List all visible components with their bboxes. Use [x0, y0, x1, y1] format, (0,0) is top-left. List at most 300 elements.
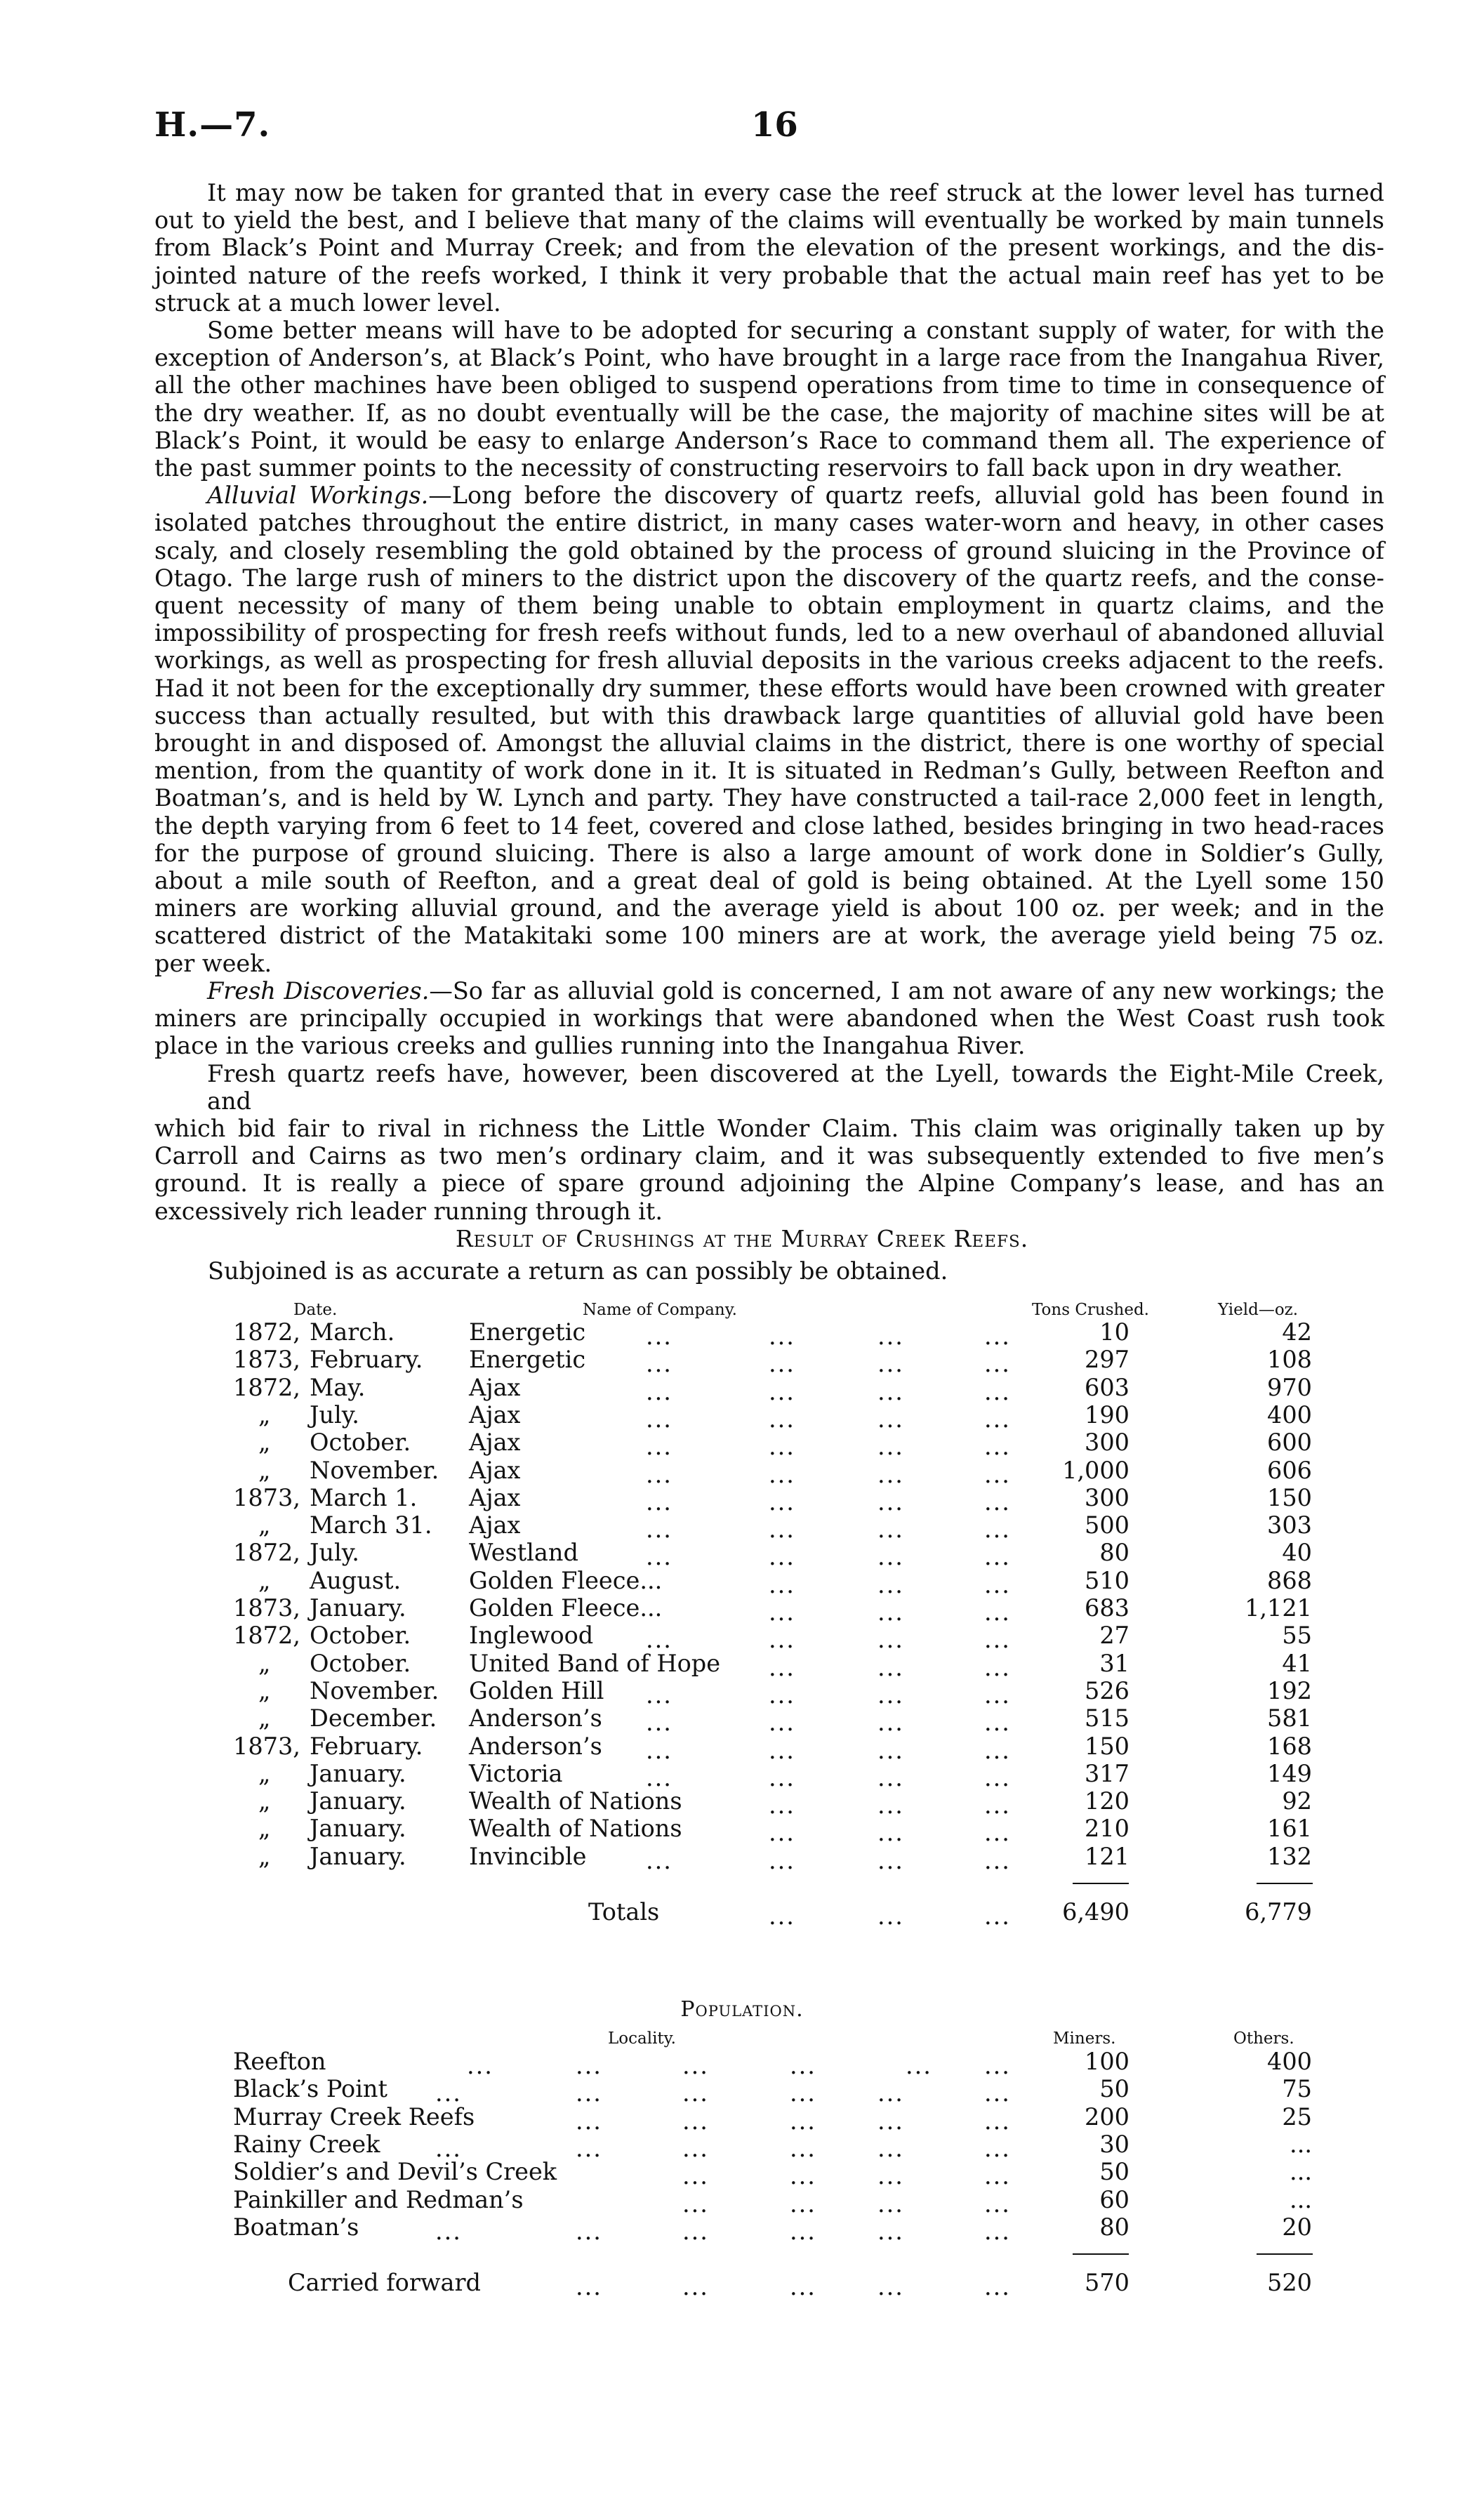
tons-crushed: 300: [1085, 1483, 1129, 1511]
population-table-title: Population.: [680, 1997, 804, 2022]
locality-name: Painkiller and Redman’s: [233, 2185, 524, 2213]
leader-dots: ...: [790, 2134, 816, 2162]
totals-yield: 6,779: [1245, 1898, 1312, 1926]
date-year: „: [258, 1566, 271, 1594]
leader-dots: ...: [769, 1681, 795, 1709]
date-year: 1872,: [233, 1373, 300, 1401]
leader-dots: ...: [877, 1460, 904, 1488]
leader-dots: ...: [877, 1405, 904, 1433]
company-name: Energetic: [469, 1318, 586, 1346]
leader-dots: ...: [682, 2273, 709, 2301]
company-name: Invincible: [469, 1842, 587, 1870]
table-row: [0, 2213, 1484, 2245]
date-month: December.: [310, 1704, 437, 1733]
text-run: from Black’s Point and Murray Creek; and from the elevation of the present workings, and the dis-: [154, 234, 1384, 262]
leader-dots: ...: [769, 1626, 795, 1654]
text-run: exception of Anderson’s, at Black’s Point, who have brought in a large race from the Inangahua River,: [154, 344, 1384, 372]
crushings-table-title: Result of Crushings at the Murray Creek Reefs.: [455, 1225, 1029, 1252]
leader-dots: ...: [790, 2273, 816, 2301]
date-month: January.: [310, 1815, 406, 1843]
leader-dots: ...: [435, 2217, 462, 2245]
table-row: [0, 1511, 1484, 1544]
leader-dots: ...: [984, 1819, 1011, 1847]
text-run: It may now be taken for granted that in every case the reef struck at the lower level has turned: [207, 179, 1384, 206]
text-run: miners are principally occupied in workings that were abandoned when the West Coast rush took: [154, 1005, 1384, 1033]
date-month: January.: [310, 1787, 406, 1815]
text-run: miners are working alluvial ground, and the average yield is about 100 oz. per week; and in the: [154, 894, 1384, 922]
text-line: [154, 840, 1384, 867]
table-row: [0, 1649, 1484, 1681]
tons-crushed: 80: [1099, 1539, 1129, 1567]
text-run: the depth varying from 6 feet to 14 feet, covered and close lathed, besides bringing in two head-races: [154, 812, 1384, 840]
leader-dots: ...: [682, 2107, 709, 2135]
text-line: [154, 1115, 1384, 1142]
paragraph: [154, 1060, 1384, 1225]
text-line: [154, 894, 1384, 922]
date-year: 1872,: [233, 1622, 300, 1650]
leader-dots: ...: [877, 1570, 904, 1598]
text-line: [154, 371, 1384, 399]
text-line: [154, 482, 1384, 509]
leader-dots: ...: [769, 1570, 795, 1598]
leader-dots: ...: [877, 1681, 904, 1709]
others-count: 20: [1282, 2213, 1312, 2241]
text-run: the past summer points to the necessity of constructing reservoirs to fall back upon in dry weather.: [154, 454, 1343, 482]
company-name: Ajax: [469, 1400, 521, 1429]
text-line: [154, 950, 1384, 977]
tons-crushed: 317: [1085, 1759, 1129, 1787]
text-run: per week.: [154, 949, 272, 977]
leader-dots: ...: [906, 2052, 932, 2079]
leader-dots: ...: [984, 1709, 1011, 1737]
text-line: [154, 922, 1384, 949]
leader-dots: ...: [769, 1763, 795, 1791]
text-run: impossibility of prospecting for fresh reefs without funds, led to a new overhaul of abandoned alluvial: [154, 619, 1384, 647]
page-number: 16: [751, 105, 798, 145]
leader-dots: ...: [877, 1902, 904, 1930]
leader-dots: ...: [646, 1846, 673, 1874]
leader-dots: ...: [769, 1653, 795, 1681]
others-count: 25: [1282, 2102, 1312, 2131]
company-name: Ajax: [469, 1483, 521, 1511]
sum-rule: [1073, 1883, 1129, 1884]
leader-dots: ...: [682, 2134, 709, 2162]
leader-dots: ...: [769, 1709, 795, 1737]
leader-dots: ...: [877, 1653, 904, 1681]
yield-oz: 132: [1267, 1842, 1312, 1870]
leader-dots: ...: [877, 1516, 904, 1544]
table-row: [0, 1622, 1484, 1654]
column-header-miners: Miners.: [1053, 2029, 1116, 2048]
date-month: March 31.: [310, 1511, 432, 1539]
leader-dots: ...: [984, 2107, 1011, 2135]
date-year: „: [258, 1649, 271, 1677]
table-row: [0, 2102, 1484, 2135]
yield-oz: 581: [1267, 1704, 1312, 1733]
leader-dots: ...: [646, 1516, 673, 1544]
date-month: July.: [310, 1539, 359, 1567]
column-header-company: Name of Company.: [583, 1301, 737, 1319]
text-run: out to yield the best, and I believe that many of the claims will eventually be worked by main tunnels: [154, 206, 1384, 234]
leader-dots: ...: [984, 2134, 1011, 2162]
leader-dots: ...: [877, 2273, 904, 2301]
tons-crushed: 603: [1085, 1373, 1129, 1401]
leader-dots: ...: [682, 2190, 709, 2218]
text-run: Boatman’s, and is held by W. Lynch and party. They have constructed a tail-race 2,000 feet in length,: [154, 784, 1384, 812]
company-name: Anderson’s: [469, 1704, 602, 1733]
leader-dots: ...: [984, 2273, 1011, 2301]
miners-count: 30: [1099, 2130, 1129, 2158]
text-run: struck at a much lower level.: [154, 289, 501, 317]
tons-crushed: 1,000: [1062, 1456, 1129, 1484]
leader-dots: ...: [646, 1350, 673, 1378]
leader-dots: ...: [576, 2134, 602, 2162]
text-run: brought in and disposed of. Amongst the alluvial claims in the district, there is one worthy of special: [154, 729, 1384, 757]
company-name: Westland: [469, 1539, 578, 1567]
yield-oz: 606: [1267, 1456, 1312, 1484]
leader-dots: ...: [769, 1460, 795, 1488]
yield-oz: 92: [1282, 1787, 1312, 1815]
leader-dots: ...: [877, 1598, 904, 1626]
text-run: Had it not been for the exceptionally dry summer, these efforts would have been crowned with greater: [154, 674, 1384, 702]
leader-dots: ...: [877, 1626, 904, 1654]
totals-label: Totals: [588, 1898, 660, 1926]
leader-dots: ...: [984, 1653, 1011, 1681]
text-run: Black’s Point, it would be easy to enlarge Anderson’s Race to command them all. The experience of: [154, 426, 1384, 454]
leader-dots: ...: [769, 1819, 795, 1847]
yield-oz: 41: [1282, 1649, 1312, 1677]
leader-dots: ...: [877, 1350, 904, 1378]
date-month: February.: [310, 1346, 423, 1374]
leader-dots: ...: [984, 1488, 1011, 1516]
leader-dots: ...: [984, 1543, 1011, 1571]
document-reference: H.—7.: [154, 105, 271, 145]
tons-crushed: 683: [1085, 1594, 1129, 1622]
leader-dots: ...: [646, 1709, 673, 1737]
table-row: [0, 1787, 1484, 1820]
paragraph: [154, 482, 1384, 977]
table-row: [0, 1429, 1484, 1461]
leader-dots: ...: [576, 2107, 602, 2135]
text-run: all the other machines have been obliged to suspend operations from time to time in consequence of: [154, 371, 1384, 399]
date-month: October.: [310, 1649, 411, 1677]
text-line: [154, 592, 1384, 619]
text-line: [154, 427, 1384, 454]
company-name: Ajax: [469, 1456, 521, 1484]
text-line: [154, 1170, 1384, 1197]
text-line: [154, 234, 1384, 261]
text-line: [154, 179, 1384, 206]
leader-dots: ...: [877, 2217, 904, 2245]
company-name: Golden Fleece...: [469, 1594, 663, 1622]
miners-count: 50: [1099, 2158, 1129, 2186]
date-year: „: [258, 1842, 271, 1870]
leader-dots: ...: [790, 2190, 816, 2218]
leader-dots: ...: [877, 2079, 904, 2107]
company-name: Ajax: [469, 1373, 521, 1401]
locality-name: Black’s Point: [233, 2075, 387, 2103]
leader-dots: ...: [984, 1598, 1011, 1626]
text-line: [154, 317, 1384, 344]
date-month: March 1.: [310, 1483, 418, 1511]
date-year: „: [258, 1704, 271, 1733]
leader-dots: ...: [984, 2162, 1011, 2190]
tons-crushed: 510: [1085, 1566, 1129, 1594]
leader-dots: ...: [984, 2217, 1011, 2245]
yield-oz: 108: [1267, 1346, 1312, 1374]
text-line: [154, 977, 1384, 1005]
leader-dots: ...: [877, 1377, 904, 1405]
leader-dots: ...: [646, 1488, 673, 1516]
column-header-locality: Locality.: [608, 2029, 676, 2048]
company-name: Anderson’s: [469, 1732, 602, 1760]
section-heading: Fresh Discoveries.: [207, 976, 430, 1005]
totals-tons: 6,490: [1062, 1898, 1129, 1926]
leader-dots: ...: [984, 1433, 1011, 1461]
leader-dots: ...: [877, 1488, 904, 1516]
leader-dots: ...: [877, 2162, 904, 2190]
leader-dots: ...: [790, 2217, 816, 2245]
leader-dots: ...: [790, 2052, 816, 2079]
leader-dots: ...: [877, 1709, 904, 1737]
leader-dots: ...: [682, 2217, 709, 2245]
leader-dots: ...: [984, 1460, 1011, 1488]
company-name: Wealth of Nations: [469, 1815, 682, 1843]
sum-rule: [1073, 2253, 1129, 2255]
leader-dots: ...: [877, 2107, 904, 2135]
table-row: [0, 1483, 1484, 1516]
date-month: November.: [310, 1456, 439, 1484]
table-row: [0, 2048, 1484, 2079]
date-year: 1872,: [233, 1539, 300, 1567]
leader-dots: ...: [877, 1736, 904, 1764]
leader-dots: ...: [769, 1846, 795, 1874]
leader-dots: ...: [877, 1323, 904, 1350]
leader-dots: ...: [984, 1902, 1011, 1930]
text-run: excessively rich leader running through it.: [154, 1197, 663, 1225]
yield-oz: 161: [1267, 1815, 1312, 1843]
leader-dots: ...: [984, 2190, 1011, 2218]
leader-dots: ...: [984, 1350, 1011, 1378]
text-run: quent necessity of many of them being unable to obtain employment in quartz claims, and the: [154, 592, 1384, 620]
date-year: 1872,: [233, 1318, 300, 1346]
leader-dots: ...: [646, 1377, 673, 1405]
tons-crushed: 190: [1085, 1400, 1129, 1429]
yield-oz: 168: [1267, 1732, 1312, 1760]
table-row: [0, 1815, 1484, 1847]
locality-name: Soldier’s and Devil’s Creek: [233, 2158, 557, 2186]
text-line: [154, 812, 1384, 840]
leader-dots: ...: [877, 1791, 904, 1820]
yield-oz: 42: [1282, 1318, 1312, 1346]
text-line: [154, 867, 1384, 894]
yield-oz: 868: [1267, 1566, 1312, 1594]
table-row: [0, 2075, 1484, 2107]
leader-dots: ...: [790, 2107, 816, 2135]
others-count: ...: [1290, 2130, 1312, 2158]
leader-dots: ...: [769, 1405, 795, 1433]
miners-count: 100: [1085, 2048, 1129, 2075]
leader-dots: ...: [646, 1763, 673, 1791]
yield-oz: 55: [1282, 1622, 1312, 1650]
leader-dots: ...: [984, 1323, 1011, 1350]
text-line: [154, 1005, 1384, 1032]
leader-dots: ...: [576, 2217, 602, 2245]
text-line: [154, 647, 1384, 674]
date-year: „: [258, 1456, 271, 1484]
leader-dots: ...: [769, 1323, 795, 1350]
table-row: [0, 1346, 1484, 1378]
table-row: [0, 1566, 1484, 1598]
table-row: [0, 1704, 1484, 1737]
table-row: [0, 1318, 1484, 1350]
yield-oz: 303: [1267, 1511, 1312, 1539]
yield-oz: 149: [1267, 1759, 1312, 1787]
date-month: January.: [310, 1759, 406, 1787]
locality-name: Murray Creek Reefs: [233, 2102, 475, 2131]
company-name: Wealth of Nations: [469, 1787, 682, 1815]
date-year: „: [258, 1787, 271, 1815]
text-run: Some better means will have to be adopted for securing a constant supply of water, for with the: [207, 317, 1384, 345]
tons-crushed: 27: [1099, 1622, 1129, 1650]
text-run: —So far as alluvial gold is concerned, I am not aware of any new workings; the: [429, 976, 1384, 1005]
text-run: jointed nature of the reefs worked, I think it very probable that the actual main reef has yet to be: [154, 261, 1384, 289]
locality-name: Rainy Creek: [233, 2130, 380, 2158]
text-run: scattered district of the Matakitaki some 100 miners are at work, the average yield being 75 oz.: [154, 922, 1384, 950]
date-month: October.: [310, 1622, 411, 1650]
yield-oz: 600: [1267, 1429, 1312, 1457]
leader-dots: ...: [790, 2079, 816, 2107]
leader-dots: ...: [769, 1516, 795, 1544]
leader-dots: ...: [877, 1543, 904, 1571]
text-line: [154, 399, 1384, 427]
text-run: success than actually resulted, but with this drawback large quantities of alluvial gold have been: [154, 701, 1384, 729]
leader-dots: ...: [984, 1405, 1011, 1433]
column-header-yield: Yield—oz.: [1218, 1301, 1299, 1319]
text-run: Carroll and Cairns as two men’s ordinary claim, and it was subsequently extended to five men’s: [154, 1142, 1384, 1170]
paragraph: [154, 179, 1384, 317]
leader-dots: ...: [646, 1405, 673, 1433]
leader-dots: ...: [877, 1819, 904, 1847]
tons-crushed: 515: [1085, 1704, 1129, 1733]
tons-crushed: 297: [1085, 1346, 1129, 1374]
column-header-tons: Tons Crushed.: [1032, 1301, 1149, 1319]
text-run: isolated patches throughout the entire district, in many cases water-worn and heavy, in other cases: [154, 509, 1384, 537]
date-year: 1873,: [233, 1732, 300, 1760]
text-run: workings, as well as prospecting for fresh alluvial deposits in the various creeks adjacent to the reefs.: [154, 647, 1384, 675]
others-count: ...: [1290, 2158, 1312, 2186]
column-header-date: Date.: [293, 1301, 338, 1319]
section-heading: Alluvial Workings.: [207, 482, 429, 510]
date-year: „: [258, 1815, 271, 1843]
date-year: „: [258, 1400, 271, 1429]
date-month: May.: [310, 1373, 366, 1401]
company-name: Inglewood: [469, 1622, 594, 1650]
miners-count: 50: [1099, 2075, 1129, 2103]
tons-crushed: 120: [1085, 1787, 1129, 1815]
leader-dots: ...: [984, 1570, 1011, 1598]
table-row: [0, 1456, 1484, 1488]
tons-crushed: 500: [1085, 1511, 1129, 1539]
text-line: [154, 564, 1384, 592]
leader-dots: ...: [769, 1433, 795, 1461]
leader-dots: ...: [984, 1791, 1011, 1820]
date-year: „: [258, 1676, 271, 1704]
yield-oz: 192: [1267, 1676, 1312, 1704]
leader-dots: ...: [576, 2273, 602, 2301]
text-run: —Long before the discovery of quartz reefs, alluvial gold has been found in: [428, 482, 1384, 510]
text-run: the dry weather. If, as no doubt eventually will be the case, the majority of machine sites will be at: [154, 399, 1384, 427]
column-header-others: Others.: [1233, 2029, 1294, 2048]
text-line: [154, 757, 1384, 784]
text-run: for the purpose of ground sluicing. There is also a large amount of work done in Soldier’s Gully,: [154, 839, 1384, 867]
text-line: [154, 509, 1384, 536]
table-row: [0, 1842, 1484, 1874]
leader-dots: ...: [682, 2052, 709, 2079]
miners-count: 80: [1099, 2213, 1129, 2241]
leader-dots: ...: [877, 2134, 904, 2162]
leader-dots: ...: [769, 1377, 795, 1405]
company-name: United Band of Hope: [469, 1649, 721, 1677]
tons-crushed: 31: [1099, 1649, 1129, 1677]
others-count: ...: [1290, 2185, 1312, 2213]
company-name: Golden Hill: [469, 1676, 604, 1704]
yield-oz: 1,121: [1245, 1594, 1312, 1622]
leader-dots: ...: [467, 2052, 493, 2079]
date-year: 1873,: [233, 1594, 300, 1622]
body-text: [154, 179, 1384, 1225]
text-run: which bid fair to rival in richness the Little Wonder Claim. This claim was originally taken up by: [154, 1114, 1384, 1142]
leader-dots: ...: [984, 1681, 1011, 1709]
date-month: January.: [310, 1842, 406, 1870]
locality-name: Reefton: [233, 2048, 326, 2075]
leader-dots: ...: [646, 1626, 673, 1654]
text-line: [154, 702, 1384, 729]
leader-dots: ...: [769, 1902, 795, 1930]
date-year: 1873,: [233, 1346, 300, 1374]
text-line: [154, 262, 1384, 289]
carried-forward-row: [0, 2269, 1484, 2301]
yield-oz: 970: [1267, 1373, 1312, 1401]
leader-dots: ...: [984, 1763, 1011, 1791]
tons-crushed: 10: [1099, 1318, 1129, 1346]
yield-oz: 40: [1282, 1539, 1312, 1567]
company-name: Golden Fleece...: [469, 1566, 663, 1594]
text-line: [154, 1198, 1384, 1225]
table-row: [0, 1373, 1484, 1405]
text-run: scaly, and closely resembling the gold obtained by the process of ground sluicing in the Province of: [154, 536, 1384, 564]
leader-dots: ...: [877, 1433, 904, 1461]
miners-count: 60: [1099, 2185, 1129, 2213]
text-run: place in the various creeks and gullies running into the Inangahua River.: [154, 1032, 1026, 1060]
date-year: „: [258, 1759, 271, 1787]
text-line: [154, 454, 1384, 482]
text-line: [154, 1142, 1384, 1170]
leader-dots: ...: [576, 2079, 602, 2107]
leader-dots: ...: [646, 1681, 673, 1709]
table-row: [0, 1732, 1484, 1764]
leader-dots: ...: [984, 1736, 1011, 1764]
leader-dots: ...: [646, 1323, 673, 1350]
leader-dots: ...: [877, 1846, 904, 1874]
text-line: [154, 537, 1384, 564]
leader-dots: ...: [790, 2162, 816, 2190]
text-line: [154, 784, 1384, 812]
text-run: ground. It is really a piece of spare ground adjoining the Alpine Company’s lease, and has an: [154, 1170, 1384, 1198]
text-line: [154, 729, 1384, 757]
leader-dots: ...: [984, 1626, 1011, 1654]
carried-forward-others: 520: [1267, 2269, 1312, 2297]
